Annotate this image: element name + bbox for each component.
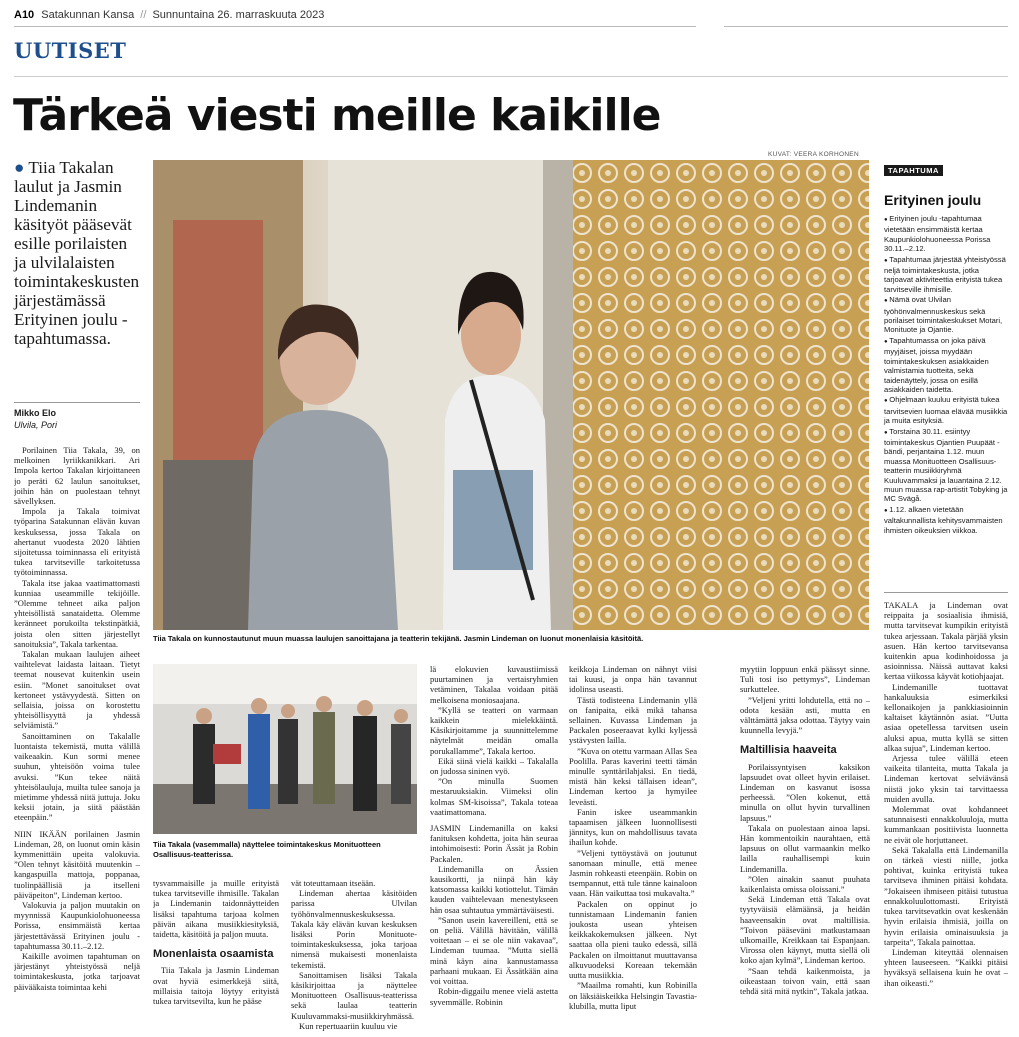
fact-box-title: Erityinen joulu: [884, 192, 982, 208]
fact-box-tag: TAPAHTUMA: [884, 165, 943, 176]
fact-box-list: [884, 214, 1008, 535]
fact-item: ● Ohjelmaan kuuluu erityistä tukea tarvitsevien luomaa elävää musiikkia ja muita esityksiä.: [884, 395, 1008, 425]
paragraph: Kaikille avoimen tapahtuman on järjestänyt yhteistyössä neljä toimintakeskusta, jotka tarjoavat päivääkaista toimintaa kehi: [14, 950, 140, 992]
header-rule: [14, 26, 696, 27]
paragraph: Lindeman kiteyttää olennaisen yhteen lauseeseen. ”Kaikki pitäisi hyväksyä sellaisena kuin he ovat – ihan oikeasti.”: [884, 946, 1008, 988]
bullet-icon: ●: [14, 158, 29, 177]
article-column-2: [153, 878, 279, 1037]
paragraph: ”Veljeni yritti lohdutella, että no – odota kesään asti, mutta en välttämättä jaksa odottaa. Täytyy vain kuunnella levyjä.”: [740, 694, 870, 736]
article-column-3: [291, 878, 417, 1037]
section-label: UUTISET: [14, 38, 127, 63]
fact-item: ● Erityinen joulu -tapahtumaa vietetään ensimmäistä kertaa Kaupunkiolohuoneessa Porissa 30.11.–2.12.: [884, 214, 1008, 254]
paragraph: keikkoja Lindeman on nähnyt viisi tai kuusi, ja onpa hän tavannut idolinsa useasti.: [569, 664, 697, 695]
page-header: [14, 9, 324, 21]
paragraph: Impola ja Takala toimivat työparina Satakunnan elävän kuvan keskuksessa, jossa Takala on ahertanut vuodesta 2020 lähtien sijoitetussa toiminnassa eli erityistä tukea tarvitseville tarkoitetussa työtoiminnassa.: [14, 506, 140, 578]
paragraph: ”Veljeni tyttöystävä on joutunut sanomaan minulle, että menee Jasmin rohkeasti eteenpäin. Robin on tsempannut, että tule tänne kainaloon vaan. Hän vaikuttaa tosi mukavalta.”: [569, 847, 697, 899]
paragraph: ”Maailma romahti, kun Robinilla on läksiäiskeikka Helsingin Tavastia-klubilla, mutta liput: [569, 980, 697, 1011]
page-number: A10: [14, 9, 35, 21]
fact-item: ● Tapahtumaa järjestää yhteistyössä neljä toimintakeskusta, jotka tarjoavat aktiviteettia erityistä tukea tarvitseville ihmisille.: [884, 255, 1008, 295]
main-photo: [153, 160, 869, 630]
subheading: Maltillisia haaveita: [740, 744, 837, 757]
paragraph: Lindeman ahertaa käsitöiden parissa Ulvilan työhönvalmennuskeskuksessa. Takala käy elävän kuvan keskuksen lisäksi Porin Monituote-toimintakeskuksessa, joka tarjoaa nimensä mukaisesti monenlaista tekemistä.: [291, 888, 417, 970]
fact-box-rule: [884, 592, 1008, 593]
paragraph: Porilaissyntyisen kaksikon lapsuudet ovat olleet hyvin erilaiset. Lindeman on kasvanut isossa perheessä. ”Olen kokenut, että minulla on ollut hyvin turvallinen lapsuus.”: [740, 761, 870, 823]
paragraph: Sanoittaminen on Takalalle luontaista tekemistä, mutta välillä vaikeaakin. Kun sormi menee suuhun, yhteisöön voima tulee avuksi. ”Kun tekee näitä yhteisölauluja, muilta tulee sanoja ja mietimme yhdessä niitä juttuja. Joku keksii jotain, ja siitä päästään eteenpäin.”: [14, 730, 140, 823]
paragraph: Takala on puolestaan ainoa lapsi. Hän kommentoikin naurahtaen, että lapsuus on ollut varmaankin melko lailla rauhallisempi kuin Lindemanilla.: [740, 822, 870, 874]
byline: [14, 407, 142, 431]
paragraph: NIIN IKÄÄN porilainen Jasmin Lindeman, 28, on luonut omin käsin kymmenittäin upeita valokuvia. ”Olen tehnyt käsitöitä muutenkin – kangaspuilla mattoja, poppanaa, tuolinpäällisiä ja itselleni päiväpeiton”, Lindeman kertoo.: [14, 828, 140, 900]
header-separator: //: [140, 9, 147, 21]
issue-date: Sunnuntaina 26. marraskuuta 2023: [152, 9, 325, 21]
paragraph: tysvammaisille ja muille erityistä tukea tarvitseville ihmisille. Takalan ja Lindemanin taidonnäytteiden lisäksi tapahtuma tarjoaa kolmen päivän aikana musiikkiesityksiä, taidetta, käsitöitä ja paljon muuta.: [153, 878, 279, 940]
paragraph: Tästä todisteena Lindemanin yllä on fanipaita, eikä mikä tahansa sellainen. Kuvassa Lindeman ja Packalen poseeraavat kylki kyljessä ystävysten lailla.: [569, 694, 697, 746]
paragraph: ”Kyllä se teatteri on varmaan kaikkein mielekkäintä. Käsikirjoitamme ja suunnittelemme näytelmät meidän omalla porukallamme”, Takala kertoo.: [430, 704, 558, 756]
paragraph: Eikä siinä vielä kaikki – Takalalla on judossa sininen vyö.: [430, 755, 558, 777]
paragraph: vät toteuttamaan itseään.: [291, 878, 376, 888]
paragraph: Lindemanilla on Ässien kausikortti, ja niinpä hän käy katsomassa kaikki kotiottelut. Tämän kauden vaihtelevaan menestykseen hän osaa suhtautua ymmärtäväisesti.: [430, 863, 558, 915]
paragraph: Porilainen Tiia Takala, 39, on melkoinen lyriikkanikkari. Ari Impola kertoo Takalan kirjoittaneen jo peräti 62 laulun sanoitukset, joihin hän on puolestaan tehnyt sävellyksen.: [14, 445, 140, 507]
paragraph: Takala itse jakaa vaatimattomasti kunniaa useammille tekijöille. ”Olemme tehneet aika paljon yhteisöllistä sanataidetta. Olemme keränneet porukoilta tekstinpätkiä, joista olen sitten järjestellyt sanoituksia”, Takala tarkentaa.: [14, 577, 140, 649]
article-column-1: [14, 445, 140, 1037]
section-rule: [14, 76, 1008, 77]
paragraph: ”Olen ainakin saanut puuhata kaikenlaista omissa oloissani.”: [740, 873, 870, 895]
article-column-6: [740, 664, 870, 1037]
fact-item: ● Torstaina 30.11. esiintyy toimintakeskus Ojantien Puupäät -bändi, perjantaina 1.12. muun muassa Monituotteen Osallisuus-teatterin musiikkiryhmä Kuuluvammaksi ja lauantaina 2.12. muun muassa rap-artistit Tobyking ja MC Svägå.: [884, 427, 1008, 504]
article-column-5: [569, 664, 697, 1037]
paragraph: ”On minulla Suomen mestaruuksiakin. Viimeksi olin kolmas SM-kisoissa”, Takala toteaa vaatimattomana.: [430, 776, 558, 817]
paragraph: Packalen on oppinut jo tunnistamaan Lindemanin fanien joukosta usean yhteisen keikkakokemuksen jälkeen. Nyt saattaa olla pieni tauko edessä, sillä Packalen on ilmoittanut muuttavansa alkuvuodeksi Koreaan tekemään uutta musiikkia.: [569, 898, 697, 981]
subheading: Monenlaista osaamista: [153, 948, 274, 961]
fact-item: ● Tapahtumassa on joka päivä myyjäiset, joissa myydään toimintakeskuksen asiakkaiden valmistamia tuotteita, sekä taidenäyttely, jossa on esillä asiakkaiden taidetta.: [884, 336, 1008, 394]
paragraph: Lindemanille tuottavat hankaluuksia esimerkiksi kellonaikojen ja pankkiasioinnin kaltaiset käytännön asiat. ”Uutta asiaa opetellessa tarvitsen usein aluksi apua, mutta kyllä se sitten alkaa sujua”, Lindeman kertoo.: [884, 681, 1008, 753]
paragraph: Valokuvia ja paljon muutakin on myynnissä Kaupunkiolohuoneessa Porissa, ensimmäistä kertaa järjestettävässä Erityinen joulu -tapahtumassa 30.11.–2.12.: [14, 899, 140, 951]
header-rule-right: [724, 26, 1008, 27]
paragraph: Molemmat ovat kohdanneet satunnaisesti ennakkoluuloja, mutta kummankaan positiivista luonnetta ne eivät ole horjuttaneet.: [884, 804, 1008, 845]
photo-credit: KUVAT: VEERA KORHONEN: [768, 151, 859, 158]
fact-box: [884, 160, 1008, 536]
paragraph: Sanoittamisen lisäksi Takala käsikirjoittaa ja näyttelee Monituotteen Osallisuus-teatterissa sekä laulaa teatterin Kuuluvammaksi-musiikkiryhmässä.: [291, 969, 417, 1021]
article-column-7: [884, 600, 1008, 1037]
paragraph: Sekä Lindeman että Takala ovat tyytyväisiä elämäänsä, ja heidän haaveensakin ovat maltillisia. ”Toivon pääseväni matkustamaan ulkomaille, Kreikkaan tai Espanjaan. Virossa olen käynyt, mutta siellä oli koko ajan kylmä”, Lindeman kertoo.: [740, 894, 870, 966]
paper-name: Satakunnan Kansa: [41, 9, 135, 21]
author-name: Mikko Elo: [14, 408, 57, 418]
paragraph: ”Saan tehdä kaikenmoista, ja oikeastaan toivon vain, että saan tehdä sitä mitä nytkin”, Takala jatkaa.: [740, 965, 870, 997]
second-photo-caption: Tiia Takala (vasemmalla) näyttelee toimintakeskus Monituotteen Osallisuus-teatterissa.: [153, 840, 381, 859]
fact-item: ● Nämä ovat Ulvilan työhönvalmennuskeskus sekä porilaiset toimintakeskukset Motari, Monituote ja Ojantie.: [884, 295, 1008, 335]
fact-item: ● 1.12. alkaen vietetään valtakunnallista kehitysvammaisten ihmisten oikeuksien viikkoa.: [884, 505, 1008, 535]
paragraph: Sekä Takalalla että Lindemanilla on tärkeä viesti niille, jotka pohtivat, kuinka erityistä tukea tarvitseva ihminen pitäisi kohdata. ”Jokaiseen ihmiseen pitäisi tutustua ennakkoluulottomasti. Erityistä tukea tarvitsevatkin ovat keskenään hyvin erilaisia ihmisiä, joilla on hyvin erilaisia ominaisuuksia ja tarpeita”, Takala painottaa.: [884, 844, 1008, 947]
paragraph: Kun repertuaariin kuuluu vie: [299, 1020, 398, 1031]
second-photo-image: [153, 664, 417, 834]
paragraph: JASMIN Lindemanilla on kaksi fanituksen kohdetta, joita hän seuraa intohimoisesti: Porin Ässät ja Robin Packalen.: [430, 823, 558, 864]
second-photo: [153, 664, 417, 834]
lead-paragraph: ● Tiia Takalan laulut ja Jasmin Lindemanin käsityöt pääsevät esille porilaisten ja ulvilalaisten toimintakeskusten järjestämässä Erityinen joulu -tapahtumassa.: [14, 158, 140, 348]
main-photo-image: [153, 160, 869, 630]
paragraph: myytiin loppuun enkä päässyt sinne. Tuli tosi iso pettymys”, Lindeman surkuttelee.: [740, 664, 870, 695]
author-location: Ulvila, Pori: [14, 420, 58, 430]
paragraph: Fanin iskee useammankin tapaamisen jälkeen luonnollisesti jännitys, kun on mahdollisuus tavata ihailun kohde.: [569, 806, 697, 848]
paragraph: Tiia Takala ja Jasmin Lindeman ovat hyviä esimerkkejä siitä, millaisia taitoja löytyy erityistä tukea tarvitsevilta, kun he pääse: [153, 965, 279, 1007]
article-column-4: [430, 664, 558, 1037]
byline-rule: [14, 402, 140, 403]
paragraph: TAKALA ja Lindeman ovat reippaita ja sosiaalisia ihmisiä, mutta tarvitsevat kumpikin erityistä tukea arjessaan. Takala pärjää yksin asuen. Hän kertoo tarvitsevansa kuitenkin apua kodinhoidossa ja asioinnissa. Näissä auttavat kaksi kertaa viikossa käyvät kotiohjaajat.: [884, 600, 1008, 682]
paragraph: lä elokuvien kuvaustiimissä puurtaminen ja vertaisryhmien vetäminen, Takalaa voidaan pitää melkoisena moniosaajana.: [430, 664, 558, 705]
paragraph: ”Sanon usein kavereilleni, että se on peliä. Välillä hävitään, välillä voitetaan – ei se ole niin vakavaa”, Lindeman tuumaa. ”Mutta siellä minä käyn aina kannustamassa parhaani mukaan. Ei Ässätkään aina voi voittaa.: [430, 914, 558, 987]
paragraph: Robin-diggailu menee vielä astetta syvemmälle. Robinin: [430, 986, 558, 1007]
paragraph: ”Kuva on otettu varmaan Allas Sea Poolilla. Paras kaverini teetti tämän minulle synttärilahjaksi. En tiedä, mistä hän keksi tällaisen idean”, Lindeman kertoo ja hymyilee leveästi.: [569, 745, 697, 807]
paragraph: Takalan mukaan laulujen aiheet vaihtelevat laidasta laitaan. Tietyt teemat nousevat kuitenkin usein esiin. ”Monet sanoitukset ovat kertoneet ystävyydestä. Sitten on sellaisia, joissa on korostettu yhteisöllisyyttä ja yhdessä selviämistä.”: [14, 649, 140, 731]
headline: Tärkeä viesti meille kaikille: [13, 90, 661, 141]
paragraph: Arjessa tulee välillä eteen vaikeita tilanteita, mutta Takala ja Lindeman kertovat selviävänsä niistä joko yksin tai tarvittaessa muiden avulla.: [884, 753, 1008, 804]
main-photo-caption: Tiia Takala on kunnostautunut muun muassa laulujen sanoittajana ja teatterin tekijänä. Jasmin Lindeman on luonut monenlaisia käsitöitä.: [153, 634, 644, 643]
